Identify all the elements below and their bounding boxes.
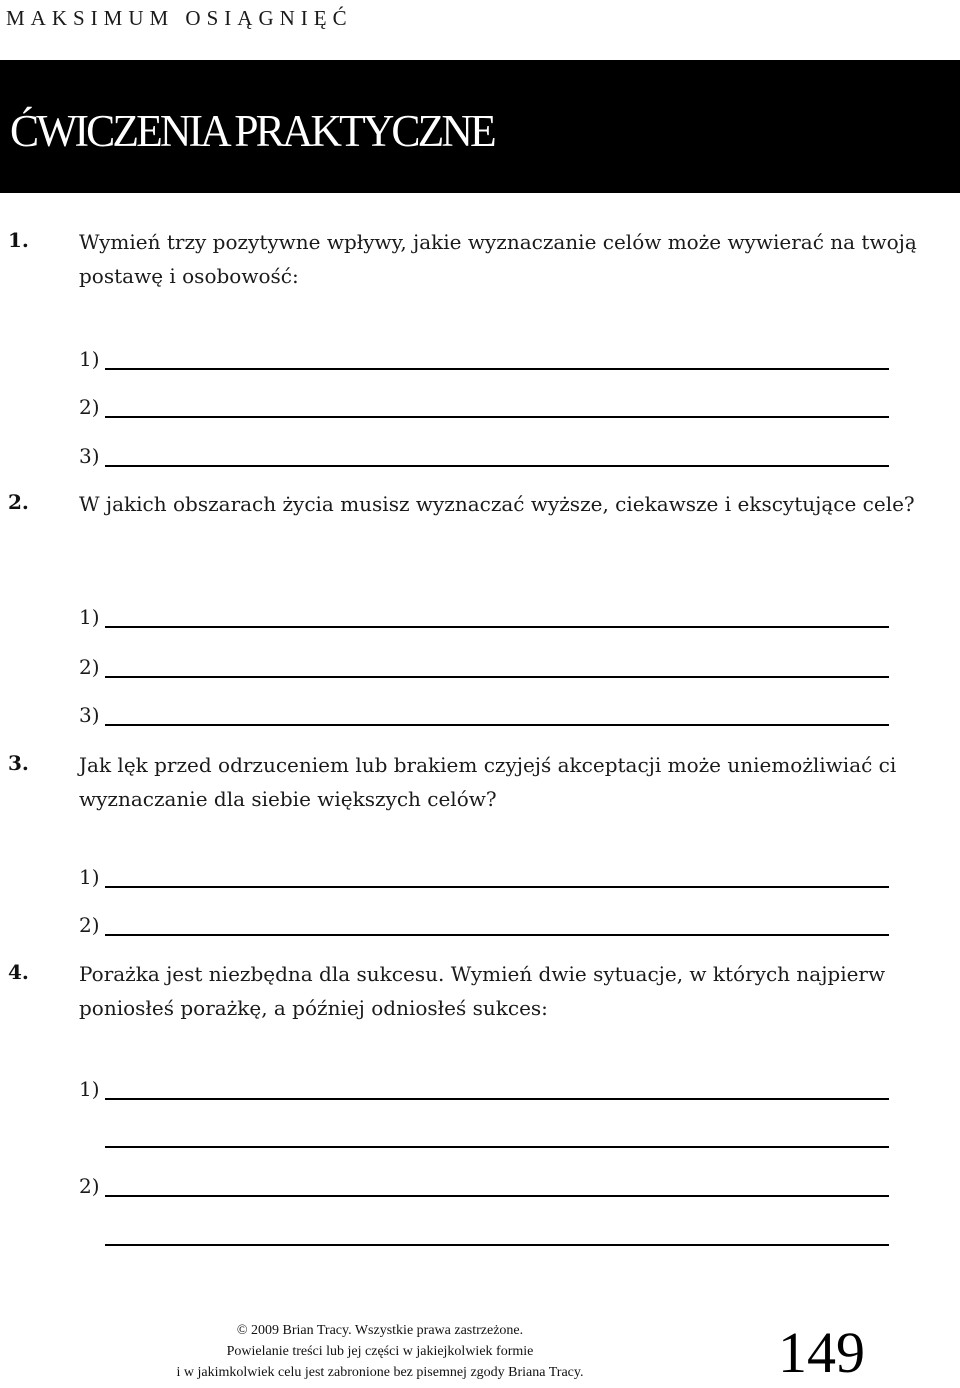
footer-copyright-block <box>100 1320 660 1383</box>
footer-copyright: © 2009 Brian Tracy. Wszystkie prawa zastrzeżone. <box>236 1323 524 1338</box>
answer-line <box>105 465 889 467</box>
answer-line <box>105 416 889 418</box>
question-1-text: Wymień trzy pozytywne wpływy, jakie wyznaczanie celów może wywierać na twoją postawę i osobowość: <box>79 230 917 288</box>
footer-line-3: i w jakimkolwiek celu jest zabronione bez pisemnej zgody Briana Tracy. <box>176 1365 584 1380</box>
answer-line <box>105 676 889 678</box>
answer-line <box>105 1195 889 1197</box>
question-3-answer-1[interactable] <box>79 858 889 888</box>
answer-label: 2) <box>79 655 100 679</box>
question-2-text: W jakich obszarach życia musisz wyznaczać wyższe, ciekawsze i ekscytujące cele? <box>79 492 915 516</box>
answer-label: 1) <box>79 865 100 889</box>
section-title-bar <box>0 60 960 193</box>
answer-line <box>105 934 889 936</box>
answer-line <box>105 1244 889 1246</box>
question-4-answer-1[interactable] <box>79 1070 889 1100</box>
answer-label: 1) <box>79 605 100 629</box>
section-title: ĆWICZENIA PRAKTYCZNE <box>10 106 494 156</box>
question-2-answer-1[interactable] <box>79 598 889 628</box>
page-number: 149 <box>778 1320 865 1385</box>
answer-line <box>105 368 889 370</box>
answer-label: 3) <box>79 444 100 468</box>
question-4-answer-2-continuation[interactable] <box>79 1216 889 1246</box>
question-1-number: 1. <box>8 228 29 252</box>
question-4-number: 4. <box>8 960 29 984</box>
footer-line-2: Powielanie treści lub jej części w jakiejkolwiek formie <box>226 1344 534 1359</box>
answer-label: 1) <box>79 347 100 371</box>
question-2-answer-2[interactable] <box>79 648 889 678</box>
answer-line <box>105 724 889 726</box>
answer-line <box>105 1146 889 1148</box>
question-1-answer-1[interactable] <box>79 340 889 370</box>
answer-label: 1) <box>79 1077 100 1101</box>
answer-line <box>105 886 889 888</box>
running-header: MAKSIMUM OSIĄGNIĘĆ <box>6 6 353 30</box>
question-3-number: 3. <box>8 751 29 775</box>
answer-line <box>105 1098 889 1100</box>
question-2-number: 2. <box>8 490 29 514</box>
question-1-answer-2[interactable] <box>79 388 889 418</box>
answer-line <box>105 626 889 628</box>
question-1-answer-3[interactable] <box>79 437 889 467</box>
question-4-answer-1-continuation[interactable] <box>79 1118 889 1148</box>
question-4-answer-2[interactable] <box>79 1167 889 1197</box>
question-3-text: Jak lęk przed odrzuceniem lub brakiem czyjejś akceptacji może uniemożliwiać ci wyznaczanie dla siebie większych celów? <box>79 753 897 811</box>
answer-label: 2) <box>79 395 100 419</box>
answer-label: 3) <box>79 703 100 727</box>
question-4-text: Porażka jest niezbędna dla sukcesu. Wymień dwie sytuacje, w których najpierw poniosłeś porażkę, a później odniosłeś sukces: <box>79 962 886 1020</box>
answer-label: 2) <box>79 913 100 937</box>
answer-label: 2) <box>79 1174 100 1198</box>
question-2-answer-3[interactable] <box>79 696 889 726</box>
question-3-answer-2[interactable] <box>79 906 889 936</box>
